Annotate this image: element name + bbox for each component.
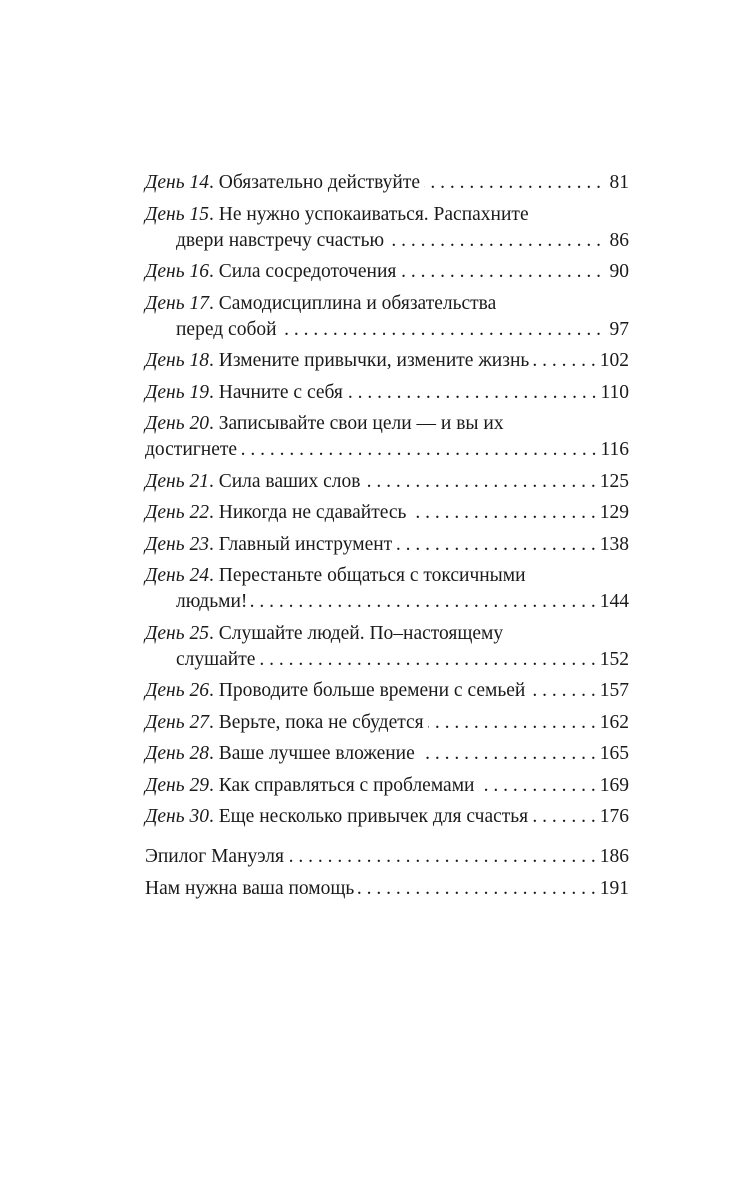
- entry-title: Обязательно действуйте: [218, 172, 421, 193]
- entry-title: Записывайте свои цели — и вы их: [218, 413, 504, 434]
- toc-entry-day-15[interactable]: День 15 . Не нужно успокаиваться. Распахните двери навстречу счастью . . . 86: [145, 202, 629, 254]
- toc-entry-help[interactable]: [145, 876, 629, 902]
- day-label: День 30: [145, 806, 209, 827]
- dot-leader: [533, 348, 595, 374]
- toc-entry-day-20[interactable]: День 20 . Записывайте свои цели — и вы их достигнете . . . 116: [145, 411, 629, 463]
- entry-title: Главный инструмент: [218, 533, 393, 555]
- day-label: День 23: [145, 533, 209, 555]
- dot-leader: [410, 500, 595, 526]
- page-number: 116: [600, 439, 629, 460]
- dot-leader: [478, 773, 595, 799]
- toc-entry-day-23[interactable]: День 23 . Главный инструмент . . . 138: [145, 532, 629, 558]
- day-label: День 17: [145, 292, 209, 314]
- entry-title-continued: людьми!: [176, 591, 248, 612]
- page-number: 152: [599, 648, 629, 670]
- entry-title-continued: слушайте: [176, 648, 256, 670]
- page-number: 102: [599, 350, 629, 371]
- day-label: День 14: [145, 172, 209, 193]
- entry-title-continued: перед собой: [176, 318, 277, 340]
- entry-title: Измените привычки, измените жизнь: [218, 350, 530, 371]
- page-number: 162: [599, 711, 629, 733]
- day-label: День 26: [145, 680, 209, 701]
- page-number: 86: [609, 229, 629, 251]
- toc-entry-day-14[interactable]: День 14 . Обязательно действуйте . . . 81: [145, 170, 629, 196]
- toc-entry-day-22[interactable]: День 22 . Никогда не сдавайтесь . . . 129: [145, 500, 629, 526]
- toc-entry-day-29[interactable]: День 29 . Как справляться с проблемами . . . 169: [145, 773, 629, 799]
- toc-entry-day-27[interactable]: День 27 . Верьте, пока не сбудется . . . 162: [145, 710, 629, 736]
- dot-leader: [241, 437, 596, 463]
- page-number: 157: [599, 680, 629, 701]
- entry-title: Перестаньте общаться с токсичными: [218, 565, 526, 586]
- entry-title: Нам нужна ваша помощь: [145, 877, 355, 899]
- toc-entry-day-21[interactable]: День 21 . Сила ваших слов . . . 125: [145, 469, 629, 495]
- dot-leader: [288, 844, 596, 870]
- toc-entry-day-16[interactable]: День 16 . Сила сосредоточения . . . 90: [145, 259, 629, 285]
- entry-title: Эпилог Мануэля: [145, 846, 284, 867]
- toc-entry-day-19[interactable]: День 19 . Начните с себя . . . 110: [145, 380, 629, 406]
- dot-leader: [347, 380, 597, 406]
- dot-leader: [388, 228, 601, 254]
- page-number: 169: [599, 774, 629, 796]
- entry-title: Сила ваших слов: [218, 470, 361, 492]
- dot-leader: [396, 532, 596, 558]
- toc-entry-day-17[interactable]: День 17 . Самодисциплина и обязательства перед собой . . . 97: [145, 291, 629, 343]
- dot-leader: [281, 317, 601, 343]
- toc-entry-day-18[interactable]: День 18 . Измените привычки, измените жизнь . . . 102: [145, 348, 629, 374]
- day-label: День 16: [145, 261, 209, 282]
- entry-title: Сила сосредоточения: [218, 261, 397, 282]
- entry-title: Самодисциплина и обязательства: [218, 292, 497, 314]
- page-number: 129: [599, 502, 629, 523]
- page-number: 138: [599, 533, 629, 555]
- day-label: День 29: [145, 774, 209, 796]
- toc-entry-day-24[interactable]: День 24 . Перестаньте общаться с токсичными людьми! . . . 144: [145, 563, 629, 615]
- page-number: 125: [599, 470, 629, 492]
- dot-leader: [358, 876, 595, 902]
- page-number: 191: [599, 877, 629, 899]
- dot-leader: [364, 469, 595, 495]
- entry-title: Слушайте людей. По–настоящему: [218, 622, 504, 644]
- dot-leader: [424, 170, 601, 196]
- page-number: 165: [599, 743, 629, 764]
- toc-entry-day-25[interactable]: День 25 . Слушайте людей. По–настоящему слушайте . . . 152: [145, 621, 629, 673]
- day-label: День 18: [145, 350, 209, 371]
- toc-entry-day-28[interactable]: День 28 . Ваше лучшее вложение . . . 165: [145, 741, 629, 767]
- day-label: День 25: [145, 622, 209, 644]
- entry-title: Проводите больше времени с семьей: [218, 680, 526, 701]
- dot-leader: [532, 804, 596, 830]
- entry-title: Ваше лучшее вложение: [218, 743, 415, 764]
- entry-title: Еще несколько привычек для счастья: [218, 806, 529, 827]
- page-number: 90: [609, 261, 629, 282]
- day-label: День 20: [145, 413, 209, 434]
- page-number: 97: [609, 318, 629, 340]
- page-number: 81: [609, 172, 629, 193]
- page-number: 110: [600, 381, 629, 403]
- page-number: 144: [599, 591, 629, 612]
- day-label: День 15: [145, 203, 209, 225]
- toc-entry-day-26[interactable]: День 26 . Проводите больше времени с семьей . . . 157: [145, 678, 629, 704]
- page-number: 176: [599, 806, 629, 827]
- entry-title-continued: достигнете: [145, 439, 238, 460]
- entry-title: Никогда не сдавайтесь: [218, 502, 407, 523]
- entry-title-continued: двери навстречу счастью: [176, 229, 385, 251]
- dot-leader: [419, 741, 596, 767]
- entry-title: Верьте, пока не сбудется: [218, 711, 424, 733]
- dot-leader: [529, 678, 595, 704]
- table-of-contents: [145, 170, 629, 907]
- day-label: День 28: [145, 743, 209, 764]
- toc-entry-day-30[interactable]: День 30 . Еще несколько привычек для счастья . . . 176: [145, 804, 629, 830]
- entry-title: Начните с себя: [218, 381, 343, 403]
- dot-leader: [251, 589, 595, 615]
- day-label: День 24: [145, 565, 209, 586]
- dot-leader: [259, 647, 595, 673]
- day-label: День 19: [145, 381, 209, 403]
- entry-title: Не нужно успокаиваться. Распахните: [218, 203, 529, 225]
- dot-leader: [400, 259, 601, 285]
- dot-leader: [428, 710, 596, 736]
- day-label: День 21: [145, 470, 209, 492]
- entry-title: Как справляться с проблемами: [218, 774, 475, 796]
- page-number: 186: [599, 846, 629, 867]
- day-label: День 22: [145, 502, 209, 523]
- toc-entry-epilogue[interactable]: [145, 844, 629, 870]
- day-label: День 27: [145, 711, 209, 733]
